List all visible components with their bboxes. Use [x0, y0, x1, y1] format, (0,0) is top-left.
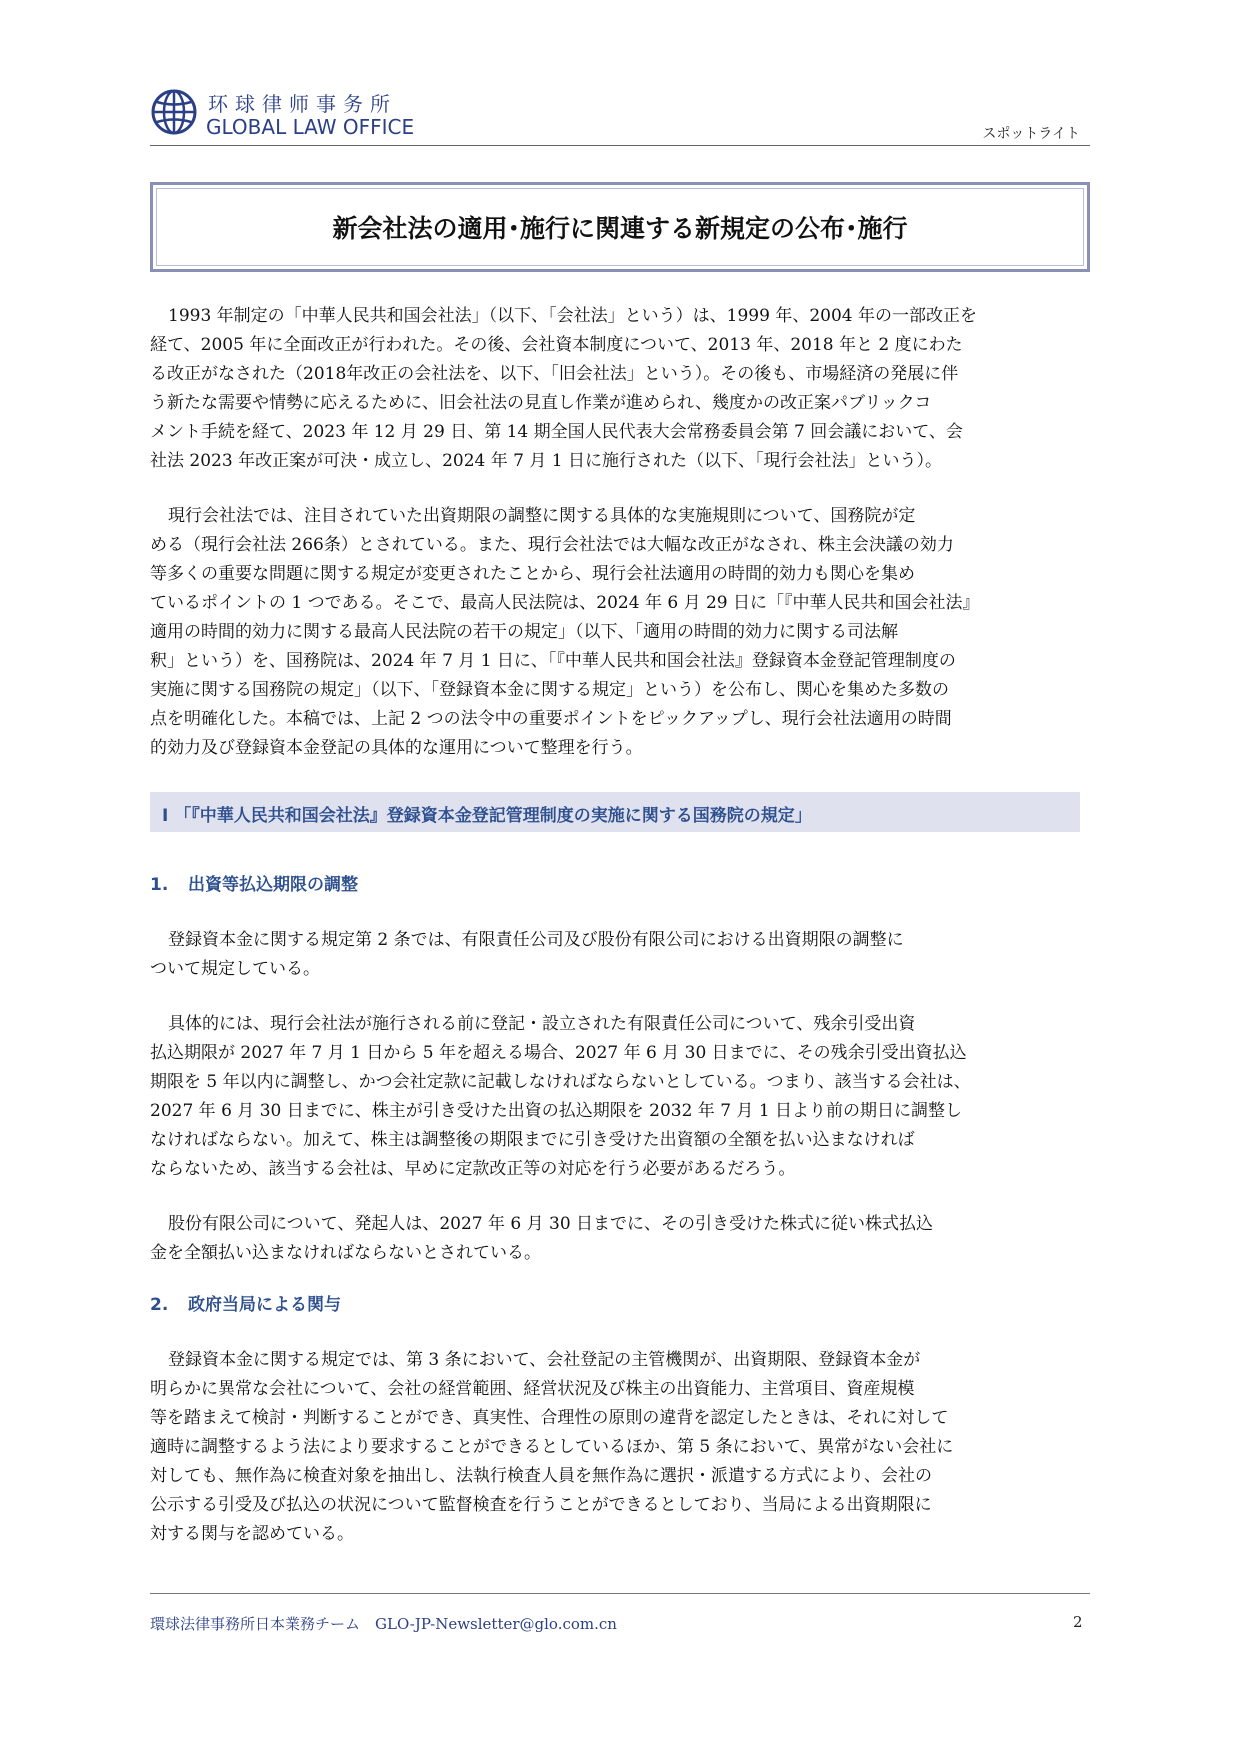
- text-line: 実施に関する国務院の規定」（以下、「登録資本金に関する規定」という）を公布し、関心を集めた多数の: [150, 680, 949, 700]
- subsection-heading-1: [150, 870, 358, 895]
- text-line: 登録資本金に関する規定では、第 3 条において、会社登記の主管機関が、出資期限、登録資本金が: [168, 1350, 921, 1370]
- header-divider: [150, 145, 1090, 146]
- text-line: 1993 年制定の「中華人民共和国会社法」（以下、「会社法」という）は、1999 年、2004 年の一部改正を: [168, 306, 978, 326]
- section-heading-bar: [150, 792, 1080, 832]
- text-line: 釈」という）を、国務院は、2024 年 7 月 1 日に、「『中華人民共和国会社法』登録資本金登記管理制度の: [150, 651, 956, 671]
- text-line: 股份有限公司について、発起人は、2027 年 6 月 30 日までに、その引き受けた株式に従い株式払込: [168, 1214, 934, 1234]
- text-line: 社法 2023 年改正案が可決・成立し、2024 年 7 月 1 日に施行された（以下、「現行会社法」という）。: [150, 451, 942, 471]
- text-line: 払込期限が 2027 年 7 月 1 日から 5 年を超える場合、2027 年 6 月 30 日までに、その残余引受出資払込: [150, 1043, 967, 1063]
- footer-contact: 環球法律事務所日本業務チーム GLO-JP-Newsletter@glo.com.cn: [150, 1615, 617, 1633]
- text-line: 現行会社法では、注目されていた出資期限の調整に関する具体的な実施規則について、国務院が定: [168, 506, 916, 526]
- text-line: める（現行会社法 266条）とされている。また、現行会社法では大幅な改正がなされ、株主会決議の効力: [150, 535, 954, 555]
- page-title: 新会社法の適用･施行に関連する新規定の公布･施行: [332, 214, 908, 243]
- text-line: 的効力及び登録資本金登記の具体的な運用について整理を行う。: [150, 738, 643, 758]
- sub2-paragraph-1: [150, 1346, 1090, 1549]
- text-line: う新たな需要や情勢に応えるために、旧会社法の見直し作業が進められ、幾度かの改正案パブリックコ: [150, 393, 932, 413]
- subsection-title: 出資等払込期限の調整: [188, 875, 358, 895]
- text-line: 対しても、無作為に検査対象を抽出し、法執行検査人員を無作為に選択・派遣する方式により、会社の: [150, 1466, 932, 1486]
- globe-icon: [150, 88, 198, 136]
- logo-english-name: GLOBAL LAW OFFICE: [206, 115, 415, 139]
- subsection-heading-2: [150, 1290, 341, 1315]
- subsection-number: 2.: [150, 1295, 169, 1315]
- intro-paragraph-1: [150, 302, 1090, 476]
- footer-divider: [150, 1593, 1090, 1594]
- text-line: ているポイントの 1 つである。そこで、最高人民法院は、2024 年 6 月 29 日に「『中華人民共和国会社法』: [150, 593, 980, 613]
- text-line: ならないため、該当する会社は、早めに定款改正等の対応を行う必要があるだろう。: [150, 1159, 796, 1179]
- subsection-number: 1.: [150, 875, 169, 895]
- text-line: 期限を 5 年以内に調整し、かつ会社定款に記載しなければならないとしている。つまり、該当する会社は、: [150, 1072, 971, 1092]
- text-line: 2027 年 6 月 30 日までに、株主が引き受けた出資の払込期限を 2032 年 7 月 1 日より前の期日に調整し: [150, 1101, 963, 1121]
- intro-paragraph-2: [150, 502, 1090, 763]
- text-line: ついて規定している。: [150, 959, 320, 979]
- text-line: 適時に調整するよう法により要求することができるとしているほか、第 5 条において、異常がない会社に: [150, 1437, 954, 1457]
- text-line: メント手続を経て、2023 年 12 月 29 日、第 14 期全国人民代表大会常務委員会第 7 回会議において、会: [150, 422, 963, 442]
- text-line: 経て、2005 年に全面改正が行われた。その後、会社資本制度について、2013 年、2018 年と 2 度にわた: [150, 335, 963, 355]
- text-line: 具体的には、現行会社法が施行される前に登記・設立された有限責任公司について、残余引受出資: [168, 1014, 916, 1034]
- sub1-paragraph-3: [150, 1210, 1090, 1268]
- sub1-paragraph-1: [150, 926, 1090, 984]
- text-line: 明らかに異常な会社について、会社の経営範囲、経営状況及び株主の出資能力、主営項目、資産規模: [150, 1379, 915, 1399]
- text-line: なければならない。加えて、株主は調整後の期限までに引き受けた出資額の全額を払い込まなければ: [150, 1130, 915, 1150]
- section-heading: I 「『中華人民共和国会社法』登録資本金登記管理制度の実施に関する国務院の規定」: [162, 806, 812, 826]
- text-line: る改正がなされた（2018年改正の会社法を、以下、「旧会社法」という）。その後も、市場経済の発展に伴: [150, 364, 959, 384]
- text-line: 適用の時間的効力に関する最高人民法院の若干の規定」（以下、「適用の時間的効力に関する司法解: [150, 622, 898, 642]
- text-line: 公示する引受及び払込の状況について監督検査を行うことができるとしており、当局による出資期限に: [150, 1495, 932, 1515]
- text-line: 点を明確化した。本稿では、上記 2 つの法令中の重要ポイントをピックアップし、現行会社法適用の時間: [150, 709, 952, 729]
- subsection-title: 政府当局による関与: [188, 1295, 341, 1315]
- logo-chinese-name: 环球律师事务所: [208, 92, 397, 116]
- title-box: [150, 182, 1090, 272]
- text-line: 登録資本金に関する規定第 2 条では、有限責任公司及び股份有限公司における出資期限の調整に: [168, 930, 904, 950]
- page-number: 2: [1073, 1613, 1083, 1631]
- section-label: スポットライト: [982, 126, 1080, 142]
- text-line: 対する関与を認めている。: [150, 1524, 354, 1544]
- text-line: 等を踏まえて検討・判断することができ、真実性、合理性の原則の違背を認定したときは、それに対して: [150, 1408, 949, 1428]
- sub1-paragraph-2: [150, 1010, 1090, 1184]
- text-line: 等多くの重要な問題に関する規定が変更されたことから、現行会社法適用の時間的効力も関心を集め: [150, 564, 915, 584]
- text-line: 金を全額払い込まなければならないとされている。: [150, 1243, 541, 1263]
